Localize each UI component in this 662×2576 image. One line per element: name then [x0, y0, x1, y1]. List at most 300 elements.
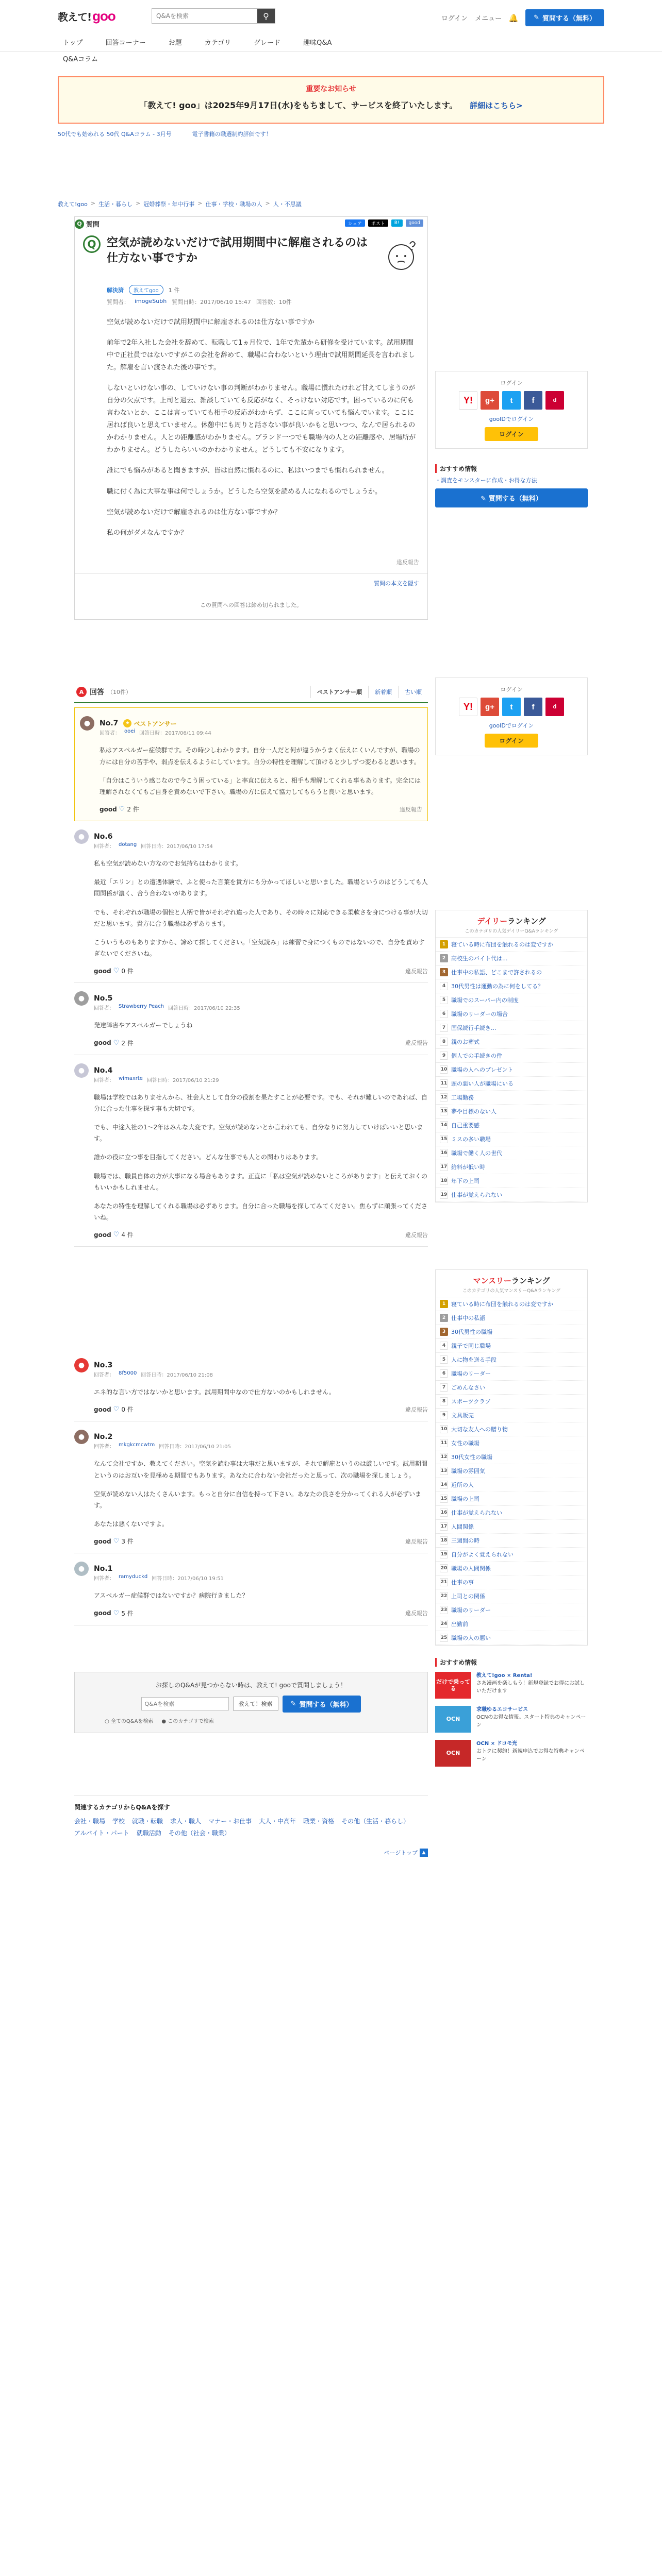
ranking-number: 5 [440, 1355, 448, 1364]
gooid-login-link[interactable]: gooIDでログイン [489, 416, 534, 422]
question-paragraph: 空気が読めないだけで試用期間中に解雇されるのは仕方ない事ですか [107, 318, 315, 326]
ranking-link[interactable]: 職場のリーダー [451, 1370, 491, 1377]
ranking-item[interactable] [436, 965, 587, 979]
answer-body [94, 1092, 428, 1224]
google-login-icon[interactable]: g+ [481, 698, 499, 716]
related-link[interactable]: 求人・職人 [170, 1817, 202, 1825]
answer-paragraph: こういうものもありますから、諦めて探してください。「空気読み」は練習で身につくものではないので、自分を責めすぎないでくださいね。 [94, 939, 425, 958]
ranking-item[interactable] [436, 1105, 587, 1118]
ranking-link[interactable]: 職場のリーダーの場合 [451, 1011, 508, 1018]
facebook-login-icon[interactable]: f [524, 391, 542, 410]
ranking-number: 8 [440, 1397, 448, 1405]
related-link[interactable]: その他（社会・職業） [168, 1829, 230, 1837]
ranking-link[interactable]: 職場の人へのプレゼント [451, 1066, 514, 1073]
ask-row [84, 1696, 418, 1713]
sort-oldest[interactable]: 古い順 [398, 686, 428, 698]
promo-link[interactable]: 教えて!goo × Renta! [476, 1673, 533, 1679]
answer-user-link[interactable]: ooei [124, 728, 136, 735]
good-count: 5 件 [121, 1609, 134, 1617]
yahoo-login-icon[interactable]: Y! [459, 391, 477, 410]
share-x-label: ポスト [371, 221, 385, 227]
question-body [75, 306, 427, 539]
answer-item [74, 1055, 428, 1247]
answer-date: 回答日時：2017/06/10 21:29 [146, 1077, 219, 1083]
ranking-number: 10 [440, 1425, 448, 1433]
ranking-link[interactable]: 国保続行手続き... [451, 1025, 496, 1031]
related-link[interactable]: 就職・転職 [132, 1817, 163, 1825]
good-label: good [94, 967, 111, 975]
ranking-number: 25 [440, 1634, 448, 1642]
share-hatena-button[interactable] [391, 219, 403, 227]
bell-icon[interactable]: 🔔 [508, 13, 519, 23]
ranking-number: 6 [440, 1369, 448, 1378]
share-good-label: good [408, 221, 420, 226]
answer-paragraph: 職場は学校ではありませんから、社会人として自分の役割を果たすことが必要です。でも、それが難しいのであれば、自分に合った仕事を探す事も大切です。 [94, 1093, 428, 1112]
ask-option-category[interactable]: ● このカテゴリで検索 [161, 1718, 214, 1724]
ranking-link[interactable]: 高校生のバイト代は... [451, 955, 508, 962]
answer-meta [94, 1076, 428, 1083]
menu-link[interactable]: メニュー [475, 15, 502, 23]
twitter-login-icon[interactable]: t [502, 391, 521, 410]
related-link[interactable]: 大人・中高年 [259, 1817, 296, 1825]
question-closed-note: この質問への回答は締め切られました。 [200, 602, 302, 609]
answer-paragraph: 私はアスペルガー症候群です。その時少しわかります。自分一人だと何が違うかうまく伝えにくいんですが、職場の方には自分の苦手や、弱点を伝えるようにしています。自分の特性を理解して頂けると少しずつ変わると思います。 [100, 747, 420, 766]
ranking-item[interactable] [436, 1174, 587, 1188]
answer-number: No.7 [100, 719, 119, 728]
good-button[interactable] [94, 967, 134, 975]
promo-item[interactable] [435, 1706, 588, 1733]
ranking-link[interactable]: 30代女性の職場 [451, 1454, 492, 1461]
ad-link-2[interactable] [192, 130, 272, 138]
ranking-link[interactable]: 年下の上司 [451, 1178, 479, 1184]
ranking-link[interactable]: 三週間の時 [451, 1537, 479, 1544]
ranking-number: 9 [440, 1052, 448, 1060]
best-answer-badge [123, 719, 176, 728]
ranking-item[interactable] [436, 1478, 587, 1492]
ask-box [74, 1672, 428, 1733]
ask-options [84, 1717, 418, 1724]
answer-user-link[interactable]: Strawberry Peach [119, 1004, 164, 1010]
question-paragraph: 職に付く為に大事な事は何でしょうか。どうしたら空気を読める人になれるのでしょうか。 [107, 487, 382, 496]
ranking-item[interactable] [436, 1492, 587, 1506]
search-icon[interactable]: ⚲ [257, 9, 275, 23]
answer-body [94, 1386, 428, 1398]
answer-date: 回答日時：2017/06/10 17:54 [141, 844, 213, 850]
ranking-item[interactable] [436, 938, 587, 952]
ask-box-title: お探しのQ&Aが見つからない時は、教えて! gooで質問しましょう！ [156, 1681, 346, 1689]
ad-link-1[interactable] [58, 130, 172, 138]
answer-count: 1 件 [168, 286, 180, 294]
nav-topics[interactable]: お題 [168, 39, 182, 47]
answer-user-link[interactable]: mkgkcmcwtm [119, 1442, 155, 1448]
promo-thumb: OCN [435, 1706, 471, 1733]
ranking-link[interactable]: 夢や目標のない人 [451, 1108, 496, 1115]
nav-hobby-qa[interactable]: 趣味Q&A [303, 39, 332, 47]
promo-link[interactable]: OCN × ドコモ光 [476, 1741, 518, 1747]
ranking-link[interactable]: 職場で働く人の世代 [451, 1150, 502, 1157]
ranking-link[interactable]: 職場の上司 [451, 1496, 479, 1502]
ranking-link[interactable]: ごめんなさい [451, 1384, 485, 1391]
ranking-link[interactable]: 職場の人の悪い [451, 1635, 491, 1641]
answer-date: 回答日時：2017/06/10 21:05 [159, 1444, 231, 1450]
nav-answer-corner[interactable]: 回答コーナー [105, 39, 146, 47]
good-count: 0 件 [121, 1406, 134, 1414]
avatar: ● [74, 1358, 89, 1372]
ranking-number: 10 [440, 1065, 448, 1074]
login-button[interactable]: ログイン [485, 427, 538, 441]
ranking-item[interactable] [436, 1562, 587, 1575]
side-ask-button[interactable] [435, 488, 588, 507]
good-count: 0 件 [121, 968, 134, 975]
ranking-link[interactable]: 30代男性は運動の為に何をしてる？ [451, 983, 543, 990]
ranking-number: 7 [440, 1383, 448, 1392]
share-facebook-button[interactable] [345, 219, 365, 227]
hide-question-link[interactable]: 質問の本文を隠す [374, 580, 419, 587]
ranking-link[interactable]: 寝ている時に布団を触れるのは変ですか [451, 941, 553, 948]
ranking-link[interactable]: 寝ている時に布団を触れるのは変ですか [451, 1301, 553, 1308]
breadcrumb-sep: > [265, 200, 270, 207]
breadcrumb-item[interactable]: 教えて!goo [58, 201, 88, 208]
answer-meta [94, 1370, 428, 1378]
answer-paragraph: でも、それぞれが職場の個性と人柄で皆がそれぞれ違った人であり、その時々に対応できる柔軟さを身につける事が大切だと思います。貴方に合う職場は必ずあります。 [94, 908, 428, 927]
answer-footer [94, 1230, 428, 1239]
docomo-login-icon[interactable]: d [545, 391, 564, 410]
ranking-item[interactable] [436, 1589, 587, 1603]
related-link[interactable]: 会社・職場 [74, 1817, 106, 1825]
ranking-item[interactable] [436, 1603, 587, 1617]
ranking-link[interactable]: 上司との関係 [451, 1593, 485, 1600]
breadcrumb-item[interactable]: 生活・暮らし [98, 201, 133, 208]
ranking-link[interactable]: 人間関係 [451, 1523, 474, 1530]
ranking-item[interactable] [436, 1575, 587, 1589]
breadcrumb-sep: > [136, 200, 141, 207]
site-logo[interactable] [58, 7, 126, 25]
ranking-item[interactable] [436, 1520, 587, 1534]
ask-question-button[interactable] [525, 9, 604, 26]
nav-top[interactable]: トップ [63, 39, 83, 47]
daily-ranking-title-1: デイリー [477, 917, 508, 926]
heart-icon: ♡ [113, 1039, 120, 1047]
ranking-link[interactable]: 仕事中の私語、どこまで許されるの [451, 969, 542, 976]
answer-report-link[interactable]: 違反報告 [405, 1406, 428, 1413]
ranking-number: 24 [440, 1620, 448, 1628]
answer-user-label: 回答者： [100, 731, 120, 737]
ranking-link[interactable]: 頭の悪い人が職場にいる [451, 1080, 514, 1087]
docomo-login-icon[interactable]: d [545, 698, 564, 716]
crown-icon: ★ [123, 719, 131, 727]
ranking-item[interactable] [436, 1091, 587, 1105]
answer-user-link[interactable]: ramyduckd [119, 1574, 148, 1580]
ranking-item[interactable] [436, 1132, 587, 1146]
ranking-link[interactable]: 自分がよく覚えられない [451, 1551, 514, 1558]
ranking-item[interactable] [436, 1077, 587, 1091]
promo-text [476, 1706, 588, 1733]
answer-date: 回答日時：2017/06/10 22:35 [168, 1006, 240, 1012]
ranking-item[interactable] [436, 1464, 587, 1478]
ranking-item[interactable] [436, 1339, 587, 1353]
ranking-item[interactable] [436, 1617, 587, 1631]
related-links [74, 1817, 428, 1837]
answer-user-label: 回答者： [94, 844, 114, 850]
ranking-item[interactable] [436, 1007, 587, 1021]
sort-best[interactable]: ベストアンサー順 [310, 686, 368, 698]
login-card [435, 371, 588, 449]
breadcrumb-item[interactable]: 人・不思議 [273, 201, 302, 208]
sort-newest[interactable]: 新着順 [368, 686, 398, 698]
answer-report-link[interactable]: 違反報告 [405, 1610, 428, 1617]
ranking-link[interactable]: 自己重要感 [451, 1122, 479, 1129]
share-hatena-label: B! [394, 221, 400, 226]
promo-title: おすすめ情報 [435, 1658, 588, 1667]
ranking-item[interactable] [436, 1035, 587, 1049]
answer-user-label: 回答者： [94, 1372, 114, 1379]
pencil-icon: ✎ [290, 1700, 296, 1708]
answer-footer [94, 1405, 428, 1414]
ranking-item[interactable] [436, 1395, 587, 1409]
answer-footer [94, 1537, 428, 1546]
ranking-item[interactable] [436, 1353, 587, 1367]
daily-ranking-title [436, 916, 587, 926]
ranking-link[interactable]: スポーツクラブ [451, 1398, 491, 1405]
question-icon: Q [75, 219, 84, 229]
ranking-link[interactable]: 仕事が覚えられない [451, 1510, 502, 1516]
ranking-item[interactable] [436, 1146, 587, 1160]
question-report-link[interactable]: 違反報告 [396, 558, 419, 566]
ranking-link[interactable]: 文具販売 [451, 1412, 474, 1419]
ask-search-input[interactable] [141, 1697, 229, 1710]
ranking-link[interactable]: 近所の人 [451, 1482, 474, 1488]
ranking-item[interactable] [436, 1631, 587, 1645]
ranking-item[interactable] [436, 1548, 587, 1562]
nav-category[interactable]: カテゴリ [204, 39, 231, 47]
yahoo-login-icon[interactable]: Y! [459, 698, 477, 716]
ranking-number: 17 [440, 1163, 448, 1171]
ad-links [58, 130, 604, 138]
promo-item[interactable] [435, 1740, 588, 1767]
good-count: 4 件 [121, 1231, 134, 1239]
ranking-number: 18 [440, 1177, 448, 1185]
monthly-ranking-header [436, 1270, 587, 1297]
related-link[interactable]: マナー・お仕事 [208, 1817, 252, 1825]
ranking-item[interactable] [436, 1063, 587, 1077]
answer-meta [94, 842, 428, 850]
ranking-item[interactable] [436, 1325, 587, 1339]
question-label [75, 219, 100, 229]
google-login-icon[interactable]: g+ [481, 391, 499, 410]
ranking-link[interactable]: ミスの多い職場 [451, 1136, 491, 1143]
answer-body [100, 744, 422, 798]
ranking-link[interactable]: 親子で同じ職場 [451, 1343, 491, 1349]
promo-thumb: OCN [435, 1740, 471, 1767]
share-x-button[interactable] [368, 219, 388, 227]
ranking-link[interactable]: 大切な友人への贈り物 [451, 1426, 508, 1433]
answer-user-label: 回答者： [94, 1077, 114, 1083]
ad-link-1-label: 50代でも始めれる 50代 Q&Aコラム - 3月号 [58, 131, 172, 138]
notice-body [59, 99, 603, 111]
answer-user-link[interactable]: 8f5000 [119, 1370, 137, 1377]
ranking-link[interactable]: 工場勤務 [451, 1094, 474, 1101]
ranking-item[interactable] [436, 1409, 587, 1422]
login-button[interactable]: ログイン [485, 734, 538, 748]
answer-paragraph: あなたは悪くないですよ。 [94, 1520, 169, 1528]
related-link[interactable]: その他（生活・暮らし） [341, 1817, 410, 1825]
ranking-link[interactable]: 女性の職場 [451, 1440, 479, 1447]
promo-link[interactable]: 求職ゆるエコサービス [476, 1707, 528, 1713]
twitter-login-icon[interactable]: t [502, 698, 521, 716]
answer-report-link[interactable]: 違反報告 [405, 968, 428, 975]
answer-footer [94, 967, 428, 975]
answer-paragraph: 職場では、職員自体の方が大事になる場合もあります。正直に「私は空気が読めないところがあります」と伝えておくのもいいかもしれません。 [94, 1172, 428, 1191]
promo-text [476, 1740, 588, 1767]
answer-date: 回答日時：2017/06/11 09:44 [139, 731, 211, 737]
pencil-icon: ✎ [481, 495, 487, 503]
thinking-character-icon [383, 235, 419, 279]
ranking-number: 1 [440, 940, 448, 948]
monthly-ranking [435, 1269, 588, 1646]
main-nav [58, 33, 344, 50]
ask-submit-button[interactable] [283, 1696, 361, 1713]
good-count: 2 件 [127, 806, 139, 814]
question-user-link[interactable]: imogeSubh [135, 298, 167, 304]
ranking-link[interactable]: 出勤前 [451, 1621, 468, 1628]
facebook-login-icon[interactable]: f [524, 698, 542, 716]
ranking-item[interactable] [436, 1160, 587, 1174]
ranking-number: 12 [440, 1453, 448, 1461]
ranking-link[interactable]: 職場の雰囲気 [451, 1468, 485, 1475]
notice-details-link[interactable]: 詳細はこちら> [470, 101, 523, 110]
good-button[interactable] [94, 1537, 134, 1546]
ask-search-button[interactable]: 教えて！検索 [233, 1697, 278, 1711]
heart-icon: ♡ [119, 805, 125, 814]
ranking-item[interactable] [436, 979, 587, 993]
good-button[interactable] [94, 1230, 134, 1239]
answer-user-label: 回答者： [94, 1006, 114, 1012]
good-label: good [100, 805, 117, 813]
gooid-login-link[interactable]: gooIDでログイン [489, 722, 534, 729]
answer-user-label: 回答者： [94, 1576, 114, 1582]
ranking-number: 8 [440, 1038, 448, 1046]
ranking-item[interactable] [436, 1450, 587, 1464]
ranking-number: 9 [440, 1411, 448, 1419]
ask-option-all[interactable]: ○ 全てのQ&Aを検索 [105, 1718, 154, 1724]
arrow-up-icon: ▲ [420, 1849, 428, 1857]
side-spacer [435, 1202, 588, 1249]
ranking-item[interactable] [436, 993, 587, 1007]
answer-user-link[interactable]: wimaxrte [119, 1075, 143, 1081]
answer-item [74, 1421, 428, 1553]
answer-report-link[interactable]: 違反報告 [400, 806, 422, 813]
related-link[interactable]: アルバイト・パート [74, 1829, 129, 1837]
good-button[interactable] [94, 1609, 134, 1618]
question-paragraph: しないといけない事の、していけない事の判断がわかりません。職場に慣れたけれど甘えてしまうのが自分の欠点です。上司と過去、雑談していても反応がなく、そっけない対応です。困っているのに何も言わないとか、ここは言っていても相手の反応がわからず、ここに言っていても悩んでいます。ここに居れば良いと思えていません。休憩中にも周りと話さない事が良いかもと思いつつ、なんで居られるのかわかりません。人との距離感がわかりません。ブランド一つでも職場内の人との距離感や、居場所がわかりません。どうしたらいいのかわかりません。どうしても不安になります。 [107, 384, 416, 454]
ranking-number: 16 [440, 1509, 448, 1517]
good-button[interactable] [94, 1405, 134, 1414]
side-recommend [435, 464, 588, 507]
ranking-link[interactable]: 仕事の事 [451, 1579, 474, 1586]
ranking-link[interactable]: 職場の人間関係 [451, 1565, 491, 1572]
share-good-button[interactable] [406, 219, 423, 227]
answer-report-link[interactable]: 違反報告 [405, 1040, 428, 1047]
monthly-ranking-sub: このカテゴリの人気マンスリーQ&Aランキング [462, 1289, 561, 1294]
side-recommend-item[interactable]: ・調査をモンスターに作成・お得な方法 [435, 477, 537, 484]
ranking-item[interactable] [436, 1118, 587, 1132]
related-link[interactable]: 職業・資格 [303, 1817, 335, 1825]
ranking-link[interactable]: 30代男性の職場 [451, 1329, 492, 1335]
ranking-number: 5 [440, 996, 448, 1004]
pencil-icon: ✎ [534, 14, 539, 22]
nav-qa-column[interactable]: Q&Aコラム [63, 55, 98, 63]
ranking-item[interactable] [436, 1021, 587, 1035]
ranking-item[interactable] [436, 1381, 587, 1395]
ranking-link[interactable]: 仕事中の私語 [451, 1315, 485, 1321]
notice-text: 「教えて! goo」は2025年9月17日(水)をもちまして、サービスを終了いたします。 [139, 100, 458, 110]
ranking-item[interactable] [436, 1534, 587, 1548]
answer-paragraph: エネ的な言い方ではないかと思います。試用期間中なので仕方ないのかもしれません。 [94, 1388, 335, 1396]
related-link[interactable]: 就職活動 [136, 1829, 161, 1837]
ranking-item[interactable] [436, 1188, 587, 1202]
ranking-item[interactable] [436, 1311, 587, 1325]
question-title: 空気が読めないだけで試用期間中に解雇されるのは仕方ない事ですか [107, 236, 368, 265]
answer-report-link[interactable]: 違反報告 [405, 1538, 428, 1545]
ranking-item[interactable] [436, 1506, 587, 1520]
question-tag[interactable]: 教えてgoo [129, 285, 163, 295]
ranking-item[interactable] [436, 1367, 587, 1381]
ranking-item[interactable] [436, 952, 587, 965]
ranking-link[interactable]: 仕事が覚えられない [451, 1192, 502, 1198]
answer-item [74, 1553, 428, 1625]
ranking-number: 14 [440, 1481, 448, 1489]
breadcrumb-item[interactable]: 仕事・学校・職場の人 [205, 201, 262, 208]
ranking-link[interactable]: 親のお葬式 [451, 1039, 479, 1045]
breadcrumb [58, 200, 604, 208]
related-link[interactable]: 学校 [112, 1817, 125, 1825]
ranking-link[interactable]: 給料が低い時 [451, 1164, 485, 1171]
ranking-item[interactable] [436, 1436, 587, 1450]
good-label: good [94, 1039, 111, 1047]
answer-meta [100, 728, 422, 736]
ranking-link[interactable]: 人に物を送る手段 [451, 1357, 496, 1363]
status-badge: 解決済 [107, 286, 124, 294]
ranking-item[interactable] [436, 1422, 587, 1436]
good-button[interactable] [94, 1039, 134, 1047]
ranking-link[interactable]: 個人での手続きの件 [451, 1053, 502, 1059]
avatar: ● [74, 829, 89, 844]
nav-grade[interactable]: グレード [254, 39, 281, 47]
ranking-number: 23 [440, 1606, 448, 1614]
avatar: ● [74, 1063, 89, 1078]
good-button[interactable] [100, 805, 139, 814]
breadcrumb-item[interactable]: 冠婚葬祭・年中行事 [143, 201, 195, 208]
ranking-item[interactable] [436, 1297, 587, 1311]
best-answer-label: ベストアンサー [134, 720, 177, 727]
answer-paragraph: 私も空気が読めない方なのでお気持ちはわかります。 [94, 860, 242, 868]
question-mark-icon: Q [83, 235, 101, 253]
answer-paragraph: 空気が読めない人はたくさんいます。もっと自分に自信を持って下さい。あなたの良さを分かってくれる人が必ずいます。 [94, 1490, 422, 1510]
ranking-number: 16 [440, 1149, 448, 1157]
ranking-link[interactable]: 職場でのスーパー内の制度 [451, 997, 519, 1004]
answer-user-link[interactable]: dotang [119, 842, 137, 848]
ranking-link[interactable]: 職場のリーダー [451, 1607, 491, 1614]
page-top-link[interactable] [384, 1849, 428, 1857]
login-link[interactable]: ログイン [441, 15, 468, 23]
heart-icon: ♡ [113, 1609, 120, 1617]
ranking-item[interactable] [436, 1049, 587, 1063]
promo-item[interactable] [435, 1672, 588, 1699]
question-paragraph: 私の何がダメなんですか？ [107, 529, 188, 537]
answer-report-link[interactable]: 違反報告 [405, 1231, 428, 1239]
ranking-number: 22 [440, 1592, 448, 1600]
search-input[interactable] [152, 9, 257, 23]
